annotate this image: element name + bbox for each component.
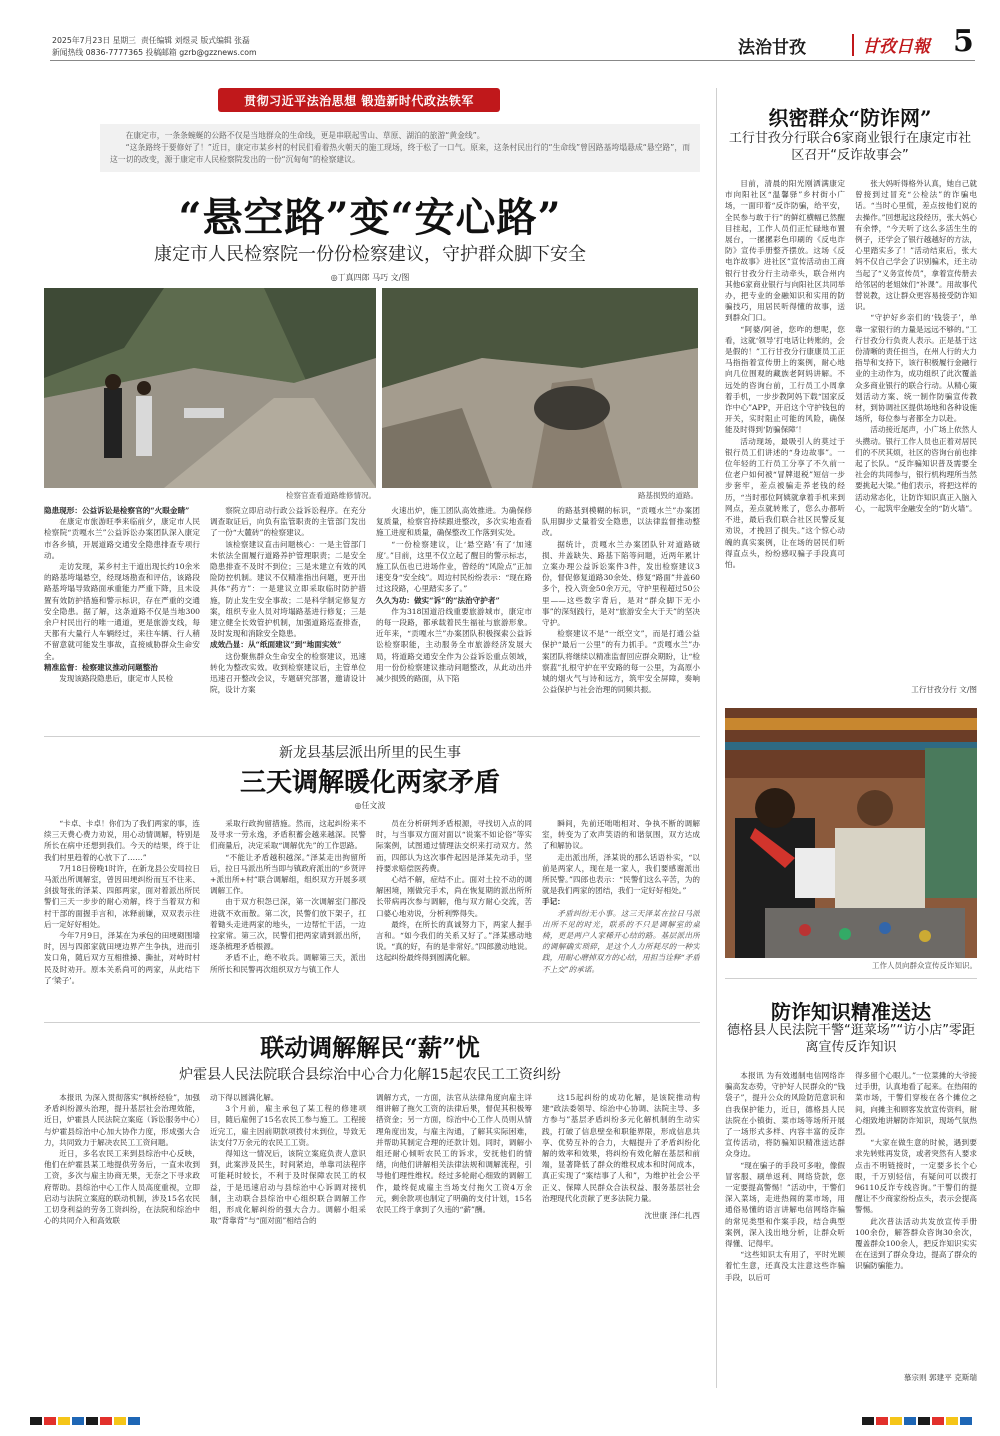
middle-paragraph: 瞬间，先前还咄咄相对、争执不断的调解室，转变为了欢声笑语的和谐氛围，双方达成了和解协议。 xyxy=(542,819,700,851)
sidebar-bottom-column-2 xyxy=(855,1070,977,1370)
bottom-body xyxy=(44,1092,700,1380)
bottom-paragraph: 调解方式，一方面，法官从法律角度向雇主详细讲解了拖欠工资的法律后果，督促其积极筹措资金；另一方面，综治中心工作人员则从情理角度出发，与雇主沟通，了解其实际困难，并帮助其制定合理的还款计划。同时，调解小组还耐心倾听农民工的诉求，安抚他们的情绪，向他们讲解相关法律法规和调解流程，引导他们理性维权。经过多轮耐心细致的调解工作，最终促成雇主当场支付拖欠工资4万余元，剩余款项也制定了明确的支付计划，15名农民工终于拿到了久违的“薪”酬。 xyxy=(376,1093,532,1215)
middle-paragraph: 7月18日傍晚1时许，在新龙县公安局拉日马派出所调解室，曾因田埂纠纷而互不往来、剑拔弩张的泽某、四郎两家，面对着派出所民警们三天一步步的耐心劝解，终于当着双方和村干部的面握手言和，冰释前嫌，双双表示往后一定好好相处。 xyxy=(44,863,200,929)
bottom-subheadline: 炉霍县人民法院联合县综治中心合力化解15起农民工工资纠纷 xyxy=(179,1067,561,1083)
header-divider xyxy=(852,34,854,56)
theme-banner-text: 贯彻习近平法治思想 锻造新时代政法铁军 xyxy=(244,93,474,108)
theme-banner xyxy=(218,88,500,112)
lead-column-1 xyxy=(44,505,200,727)
color-swatch xyxy=(30,1417,42,1425)
middle-paragraph: 心结不解，症结不止。面对土拉不动的调解困境，刚做完手术，尚在恢复期的派出所所长带病再次参与调解，他与双方耐心交流，苦口婆心地劝说，分析利弊得失。 xyxy=(376,875,532,918)
color-swatch xyxy=(86,1417,98,1425)
lead-photo2-caption: 路基损毁的道路。 xyxy=(638,491,698,500)
middle-paragraph: 采取行政拘留措施。然而，这起纠纷来不及寻求一劳永逸，矛盾积蓄会越来越深。民警们商量后，决定采取“调解优先”的工作思路。 xyxy=(210,819,366,851)
bottom-column-4 xyxy=(542,1092,700,1380)
color-swatch xyxy=(904,1417,916,1425)
sidebar-top-paragraph: 张大妈听得格外认真，她自己就曾接到过冒充“公检法”的诈骗电话。“当时心里慌，差点按他们说的去操作。”回想起这段经历，张大妈心有余悸，“今天听了这么多活生生的例子，还学会了银行越越好的方法，心里踏实多了！”活动结束后，张大妈不仅自己学会了识别骗术，还主动当起了“义务宣传员”，拿着宣传册去给邻居的老姐妹们“补课”。用故事代替说教，这让群众更容易接受防诈知识。 xyxy=(855,179,977,312)
lead-photo-inspection xyxy=(44,288,376,488)
color-swatch xyxy=(862,1417,874,1425)
sidebar-bottom-headline: 防诈知识精准送达 xyxy=(771,1000,931,1024)
sidebar-rule xyxy=(725,978,977,979)
sidebar-top-body xyxy=(725,178,977,696)
lead-paragraph: 发现该路段隐患后，康定市人民检 xyxy=(59,674,174,684)
middle-note: 矛盾纠纷无小事。这三天泽某在拉日马派出所不见的时光，联系的不只是调解室的桌椅，更是两户人家稀开心结的路。基层派出所的调解确实琐碎，是这个人力所耗尽的一种实践，用耐心磨掉双方的心结，用担当诠释“矛盾不上交”的承诺。 xyxy=(542,908,700,974)
middle-paragraph: 最终，在所长的真诚努力下，两家人握手言和。“如今我们的关系又好了。”泽某感动地说。“真的好，有的是非常好。”四郎激动地说。这起纠纷最终得到圆满化解。 xyxy=(376,919,532,963)
color-swatch xyxy=(946,1417,958,1425)
bottom-paragraph: 动下得以圆满化解。 xyxy=(210,1093,279,1102)
lead-intro-1: 在康定市，一条条蜿蜒的公路不仅是当地群众的生命线，更是串联起雪山、草原、湖泊的旅游“黄金线”。 xyxy=(125,131,485,140)
color-swatch xyxy=(100,1417,112,1425)
lead-paragraph: 作为318国道沿线重要旅游城市，康定市的每一段路，都承载着民生福祉与旅游形象。近年来，“贡嘎水兰”办案团队积极探索公益诉讼检察职能，主动服务全市旅游经济发展大局，将道路交通安全作为公益诉讼重点领域，用一份份检察建议推动问题整改，从此动出并减少损毁的路面，从下陷 xyxy=(376,606,532,684)
sidebar-top-headline: 织密群众“防诈网” xyxy=(768,106,932,130)
color-swatch xyxy=(58,1417,70,1425)
page-number: 5 xyxy=(953,24,974,59)
lead-subhead: 隐患现形：公益诉讼是检察官的“火眼金睛” xyxy=(44,506,190,515)
bottom-column-3 xyxy=(376,1092,532,1380)
column-divider xyxy=(716,88,717,1388)
lead-paragraph: 察院立即启动行政公益诉讼程序。在充分调查取证后，向负有监管职责的主管部门发出了一份“大麓砖”的检察建议。 xyxy=(210,506,366,538)
bottom-paragraph: 3个月前，雇主承包了某工程的修建项目，随后雇佣了15名农民工参与施工。工程接近完工，雇主因前期款项拨付未到位，导致无法支付7万余元的农民工工资。 xyxy=(210,1104,366,1147)
middle-kicker: 新龙县基层派出所里的民生事 xyxy=(279,745,461,761)
middle-column-3 xyxy=(376,818,532,1016)
lead-subhead: 成效凸显：从“纸面建议”到“地面实效” xyxy=(210,640,342,650)
lead-body xyxy=(44,505,700,727)
color-swatch xyxy=(114,1417,126,1425)
sidebar-bottom-paragraph: “这些知识太有用了，平时光顾着忙生意，还真没太注意这些诈骗手段，以后可 xyxy=(725,1250,845,1282)
lead-paragraph: 检察建议不是“一纸空文”，而是打通公益保护“最后一公里”的有力抓手。“贡嘎水兰”办案团队将继续以精准监督回应群众期盼，让“检察蓝”扎根守护在平安路的每一公里，为高原小城的烟火气与诗和远方，筑牢安全屏障，奏响公益保护与社会治理的同频共振。 xyxy=(542,629,700,695)
lead-subheadline: 康定市人民检察院一份份检察建议，守护群众脚下安全 xyxy=(154,244,586,265)
bottom-column-1 xyxy=(44,1092,200,1380)
lead-paragraph: 走访发现，某乡村主干道出现长约10余米的路基垮塌悬空，经现场勘查和评估，该路段路基垮塌导致路面承重能力严重下降，且未设置有效防护措施和警示标识，存在严重的交通安全隐患。据了解，这条道路不仅是当地300余户村民出行的唯一通道，更是旅游支线，每天都有大量行人车辆经过，来往车辆、行人稍不留意就可能发生事故，直接威胁群众生命安全。 xyxy=(44,562,200,661)
sidebar-top-paragraph: “阿婆/阿爸，您咋的想呢，您看，这就‘领导’打电话让转账的，会是假的！”工行甘孜分行康康员工正马指指着宣传册上的案例，耐心地向几位围观的藏族老阿妈讲解。不远处的咨询台前，工行员工小周拿着手机，一步步教阿妈下载“国家反诈中心”APP，开启这个守护钱包的开关，实时阻止可能的风险，确保能及时得到‘防骗保障’！ xyxy=(725,324,845,435)
header-meta xyxy=(52,35,352,59)
middle-column-4 xyxy=(542,818,700,1016)
middle-paragraph: “卡卓、卡卓！你们为了我们两家的事，连续三天费心费力劝说，用心动情调解，特别是所长在病中还想到我们。今天的结果，终于让我们村里趋着的心放下了……” xyxy=(44,819,200,862)
lead-intro-box xyxy=(100,124,700,172)
sidebar-bottom-paragraph: 此次普法活动共发放宣传手册100余份，解答群众咨询30余次，覆盖群众100余人，把反诈知识实实在在送到了群众身边，提高了群众的识骗防骗能力。 xyxy=(855,1216,977,1271)
lead-photo1-caption: 检察官查看道路维修情况。 xyxy=(286,491,376,500)
middle-paragraph: 由于双方积怨已深，第一次调解室门都没进就不欢而散。第二次，民警们放下架子，扛着锄头走进两家的地头，一边帮忙干活，一边拉家常。第三次，民警们把两家请到派出所，逐条梳理矛盾根源。 xyxy=(210,897,366,952)
middle-note-label: 手记： xyxy=(542,897,565,907)
bottom-paragraph: 这15起纠纷的成功化解，是该院推动构建“政法委领导、综治中心协调、法院主导、多方参与”基层矛盾纠纷多元化解机制的生动实践，打破了信息壁垒和职能界限，形成信息共享、优势互补的合力，大幅提升了矛盾纠纷化解的效率和效果，将纠纷有效化解在基层和前端，显著降低了群众的维权成本和时间成本，真正实现了“案结事了人和”，为维护社会公平正义、保障人民群众合法权益、服务基层社会治理现代化贡献了更多法院力量。 xyxy=(542,1093,700,1203)
middle-column-1 xyxy=(44,818,200,1016)
sidebar-bottom-body xyxy=(725,1070,977,1384)
lead-byline: ◎丁真四郎 马巧 文/图 xyxy=(330,273,410,282)
color-swatch xyxy=(876,1417,888,1425)
lead-subhead: 精准监督：检察建议推动问题整治 xyxy=(44,662,158,672)
sidebar-photo-publicity xyxy=(725,708,977,958)
color-swatch xyxy=(960,1417,972,1425)
lead-paragraph: 据统计，贡嘎水兰办案团队针对道路破损、井盖缺失、路基下陷等问题，近两年累计立案办理公益诉讼案件3件，发出检察建议3份，督促修复道路30余处、修复“路面”井盖60多个，投入资金50余万元，守护里程超过50公里——这些数字背后，是对“群众脚下无小事”的深刻践行，是对“旅游安全大于天”的坚决守护。 xyxy=(542,539,700,628)
section-name: 法治甘孜 xyxy=(738,38,806,58)
sidebar-bottom-paragraph: “大家在做生意的时候，遇到要求先转账再发货，或者突然有人要求点击不明链接时，一定要多长个心眼，千万别轻信，有疑问可以拨打96110反诈专线咨询。”干警们的提醒让不少商家纷纷点头，表示会提高警惕。 xyxy=(855,1138,977,1215)
editors: 责任编辑 刘煜灵 版式编辑 张磊 xyxy=(140,36,250,45)
color-swatch xyxy=(918,1417,930,1425)
color-swatch xyxy=(44,1417,56,1425)
middle-body xyxy=(44,818,700,1016)
sidebar-top-column-1 xyxy=(725,178,845,696)
lead-headline: “悬空路”变“安心路” xyxy=(178,194,562,241)
lead-paragraph: 的路基到模糊的标识，“贡嘎水兰”办案团队用脚步丈量着安全隐患，以法律监督推动整改。 xyxy=(542,506,700,538)
bottom-paragraph: 本报讯 为深入贯彻落实“枫桥经验”，加强矛盾纠纷源头治理，提升基层社会治理效能，近日，炉霍县人民法院立案庭（诉讼服务中心）与炉霍县综治中心加大协作力度，形成强大合力，共同致力于解决农民工工资问题。 xyxy=(44,1093,200,1147)
lead-column-2 xyxy=(210,505,366,727)
bottom-paragraph: 得知这一情况后，该院立案庭负责人意识到，此案涉及民生，时间紧迫，单靠司法程序可能耗时较长，不利于及时保障农民工的权益，于是迅速启动与县综治中心诉调对接机制，主动联合县综治中心组织联合调解工作组，形成化解纠纷的强大合力。调解小组采取“背靠背”与“面对面”相结合的 xyxy=(210,1149,366,1226)
sidebar-top-byline: 工行甘孜分行 文/图 xyxy=(911,685,977,694)
sidebar-top-paragraph: 目前，清晨的阳光刚洒满康定市向阳社区“温馨驿”乡村街小广场，一面印着“反诈防骗，给平安，全民参与敢于行”的鲜红横幅已然醒目挂起，工作人员们正忙碌地布置展台，一摞摞彩色印刷的《反电诈防》宣传手册整齐摆放。这场《反电诈故事》进社区”宣传活动由工商银行甘孜分行主动牵头，联合州内其他6家商业银行与向阳社区共同举办，把专业的金融知识和实用的防骗技巧，用居民听得懂的故事，送到群众门口。 xyxy=(725,179,845,323)
middle-headline: 三天调解暖化两家矛盾 xyxy=(239,768,500,798)
bottom-paragraph: 近日，多名农民工来到县综治中心反映，他们在炉霍县某工地提供劳务后，一直未收到工资，多次与雇主协商无果，无奈之下寻求政府帮助。县综治中心工作人员高度重视，立即启动与法院立案庭的联动机制，涉及15名农民工切身利益的劳务工资纠纷，在法院和综治中心的共同介入和高效联 xyxy=(44,1149,200,1226)
hotline: 新闻热线 0836-7777365 投稿邮箱 gzrb@gzznews.com xyxy=(52,48,257,57)
middle-column-2 xyxy=(210,818,366,1016)
sidebar-photo-caption: 工作人员向群众宣传反诈知识。 xyxy=(872,961,977,970)
lead-intro-2: “这条路终于要修好了！”近日，康定市某乡村的村民们看着热火朝天的施工现场，终于松了一口气。原来，这条村民出行的“生命线”曾因路基垮塌悬成“悬空路”，而这一切的改变，源于康定市人民检察院发出的一份“沉甸甸”的检察建议。 xyxy=(110,143,690,164)
sidebar-top-paragraph: 活动现场，最吸引人的莫过于银行员工们讲述的“身边故事”。一位年轻的工行员工分享了不久前一位老户如何被“冒牌退税”短信一步步套牢，差点被骗走养老钱的经历，“当时那位阿姨就拿着手机来到网点，差点就转账了，您么办都听不进，最后我们联合社区民警反复劝说，才挽回了损失。”这个惊心动魄的真实案例，让在场的居民们听得直点头，纷纷感叹骗子手段真可怕。 xyxy=(725,436,845,569)
color-swatch xyxy=(128,1417,140,1425)
lead-paragraph: “一份检察建议，让‘悬空路’有了‘加速度’。”目前，这里不仅立起了醒目的警示标志，施工队伍也已进场作业，曾经的“风险点”正加速变身“安全线”。周边村民纷纷表示：“现在路过这段路，心里踏实多了。” xyxy=(376,539,532,594)
paper-logo: 甘孜日報 xyxy=(862,37,930,57)
middle-byline: ◎任文波 xyxy=(354,801,386,810)
lead-paragraph: 在康定市旅游旺季来临前夕，康定市人民检察院“贡嘎水兰”公益诉讼办案团队深入康定市各乡镇，开展道路交通安全隐患排查专项行动。 xyxy=(44,517,200,560)
sidebar-bottom-paragraph: “现在骗子的手段可多啦，像假冒客服、刷单返利、网络贷款，您一定要提高警惕！”活动中，干警们深入菜场，走进热闹的菜市场，用通俗易懂的语言讲解电信网络诈骗的常见类型和作案手段，结合典型案例，深入浅出地分析，让群众听得懂、记得牢。 xyxy=(725,1160,845,1249)
sidebar-bottom-subheadline: 德格县人民法院干警“逛菜场”“访小店”零距离宣传反诈知识 xyxy=(727,1023,975,1055)
lead-paragraph: 火速出炉，施工团队高效推进。为确保修复质量，检察官持续跟进整改，多次实地查看施工进度和质量，确保整改工作落到实处。 xyxy=(376,506,532,538)
sidebar-bottom-byline: 慕宗则 郭建平 克斯瑞 xyxy=(903,1373,977,1382)
color-bar-left xyxy=(30,1410,142,1429)
lead-paragraph: 这份聚焦群众生命安全的检察建议，迅速转化为整改实效。收到检察建议后，主管单位迅速召开整改会议，专题研究部署，邀请设计院，设计方案 xyxy=(210,651,366,695)
lead-photo-damaged-road xyxy=(382,288,698,488)
color-bar-right xyxy=(862,1410,974,1429)
header-rule xyxy=(50,60,975,61)
color-swatch xyxy=(890,1417,902,1425)
middle-paragraph: 今年7月9日，泽某在为承包的田埂砌围墙时，因与四郎家就田埂边界产生争执，进而引发口角，随后双方互相推搡、撕扯，对峙时村民及时劝开。原本关系尚可的两家，从此结下了‘梁子’。 xyxy=(44,931,200,985)
lead-column-3 xyxy=(376,505,532,727)
bottom-column-2 xyxy=(210,1092,366,1380)
section-rule xyxy=(44,736,700,737)
bottom-byline: 沈世康 泽仁扎西 xyxy=(644,1211,700,1221)
issue-date: 2025年7月23日 星期三 xyxy=(52,36,136,45)
lead-paragraph: 该检察建议直击问题核心：一是主管部门未依法全面履行道路养护管理职责；二是安全隐患排查不及时不到位；三是未建立有效的风险防控机制。建议不仅精准指出问题，更开出具体“药方”：一是建议立即采取临时防护措施，防止发生安全事故；二是科学制定修复方案，组织专业人员对垮塌路基进行修复；三是建立健全长效管护机制，加强道路巡查排查，及时发现和消除安全隐患。 xyxy=(210,539,366,639)
middle-paragraph: 员在分析研判矛盾根源，寻找切入点的同时，与当事双方面对面以“说案不如论俗”等实际案例，试图通过情理法交织来打动双方。然而，四郎认为这次事件起因是泽某先动手，坚持要求赔偿医药费。 xyxy=(376,819,532,873)
middle-paragraph: 矛盾不止，绝不收兵。调解第三天，派出所所长和民警再次组织双方与镇工作人 xyxy=(210,953,366,974)
lead-subhead: 久久为功：做实“诉”的“法治守护者” xyxy=(376,595,500,605)
sidebar-top-paragraph: “守护好乡亲们的‘钱袋子’，单靠一家银行的力量是远远不够的。”工行甘孜分行负责人表示。正是基于这份清晰的责任担当，在州人行的大力指导和支持下，该行积极履行金融行业的主动作为，成功组织了此次覆盖众多商业银行的联合行动。从精心策划活动方案、统一制作防骗宣传教材，到协调社区提供场地和各种设施场所，每位参与者都全力以赴。 xyxy=(855,313,977,424)
sidebar-top-column-2 xyxy=(855,178,977,682)
bottom-headline: 联动调解解民“薪”忧 xyxy=(260,1033,480,1062)
color-swatch xyxy=(932,1417,944,1425)
middle-paragraph: “不能让矛盾越积越深。”泽某走出拘留所后，拉日马派出所当即与镇政府派出的“乡贤评+派出所+村”联合调解组，组织双方开展多项调解工作。 xyxy=(210,852,366,896)
section-rule xyxy=(44,1022,700,1023)
sidebar-top-subheadline: 工行甘孜分行联合6家商业银行在康定市社区召开“反诈故事会” xyxy=(728,131,972,163)
sidebar-bottom-paragraph: 本报讯 为有效遏制电信网络诈骗高发态势，守护好人民群众的“钱袋子”，提升公众的风险防范意识和自我保护能力，近日，德格县人民法院在小镇街、菜市场等场所开展了一场形式多样、内容丰富的反诈宣传活动，将防骗知识精准送达群众身边。 xyxy=(725,1071,845,1159)
sidebar-bottom-paragraph: 得多留个心眼儿。”一位菜摊的大爷接过手册，认真地看了起来。在热闹的菜市场，干警们穿梭在各个摊位之间，向摊主和顾客发放宣传资料，耐心细致地讲解防诈知识，现场气氛热烈。 xyxy=(855,1071,977,1137)
lead-column-4 xyxy=(542,505,700,727)
middle-paragraph: 走出派出所，泽某说的那么话语朴实，“以前是两家人，现在是一家人，我们要感谢派出所民警。”四郎也表示：“民警们这么辛苦，为的就是我们两家的团结，我们一定好好相处。” xyxy=(542,852,700,896)
color-swatch xyxy=(72,1417,84,1425)
sidebar-top-paragraph: 活动接近尾声，小广场上依然人头攒动。银行工作人员也正着对居民们的不厌其烦，社区的咨询台前也排起了长队。“反诈骗知识普及需要全社会的共同参与，银行机构理所当然要挑起大梁。”他们表示，将把这样的活动常态化，让防诈知识真正入脑入心，一起筑牢金融安全的“防火墙”。 xyxy=(855,425,977,513)
sidebar-bottom-column-1 xyxy=(725,1070,845,1384)
